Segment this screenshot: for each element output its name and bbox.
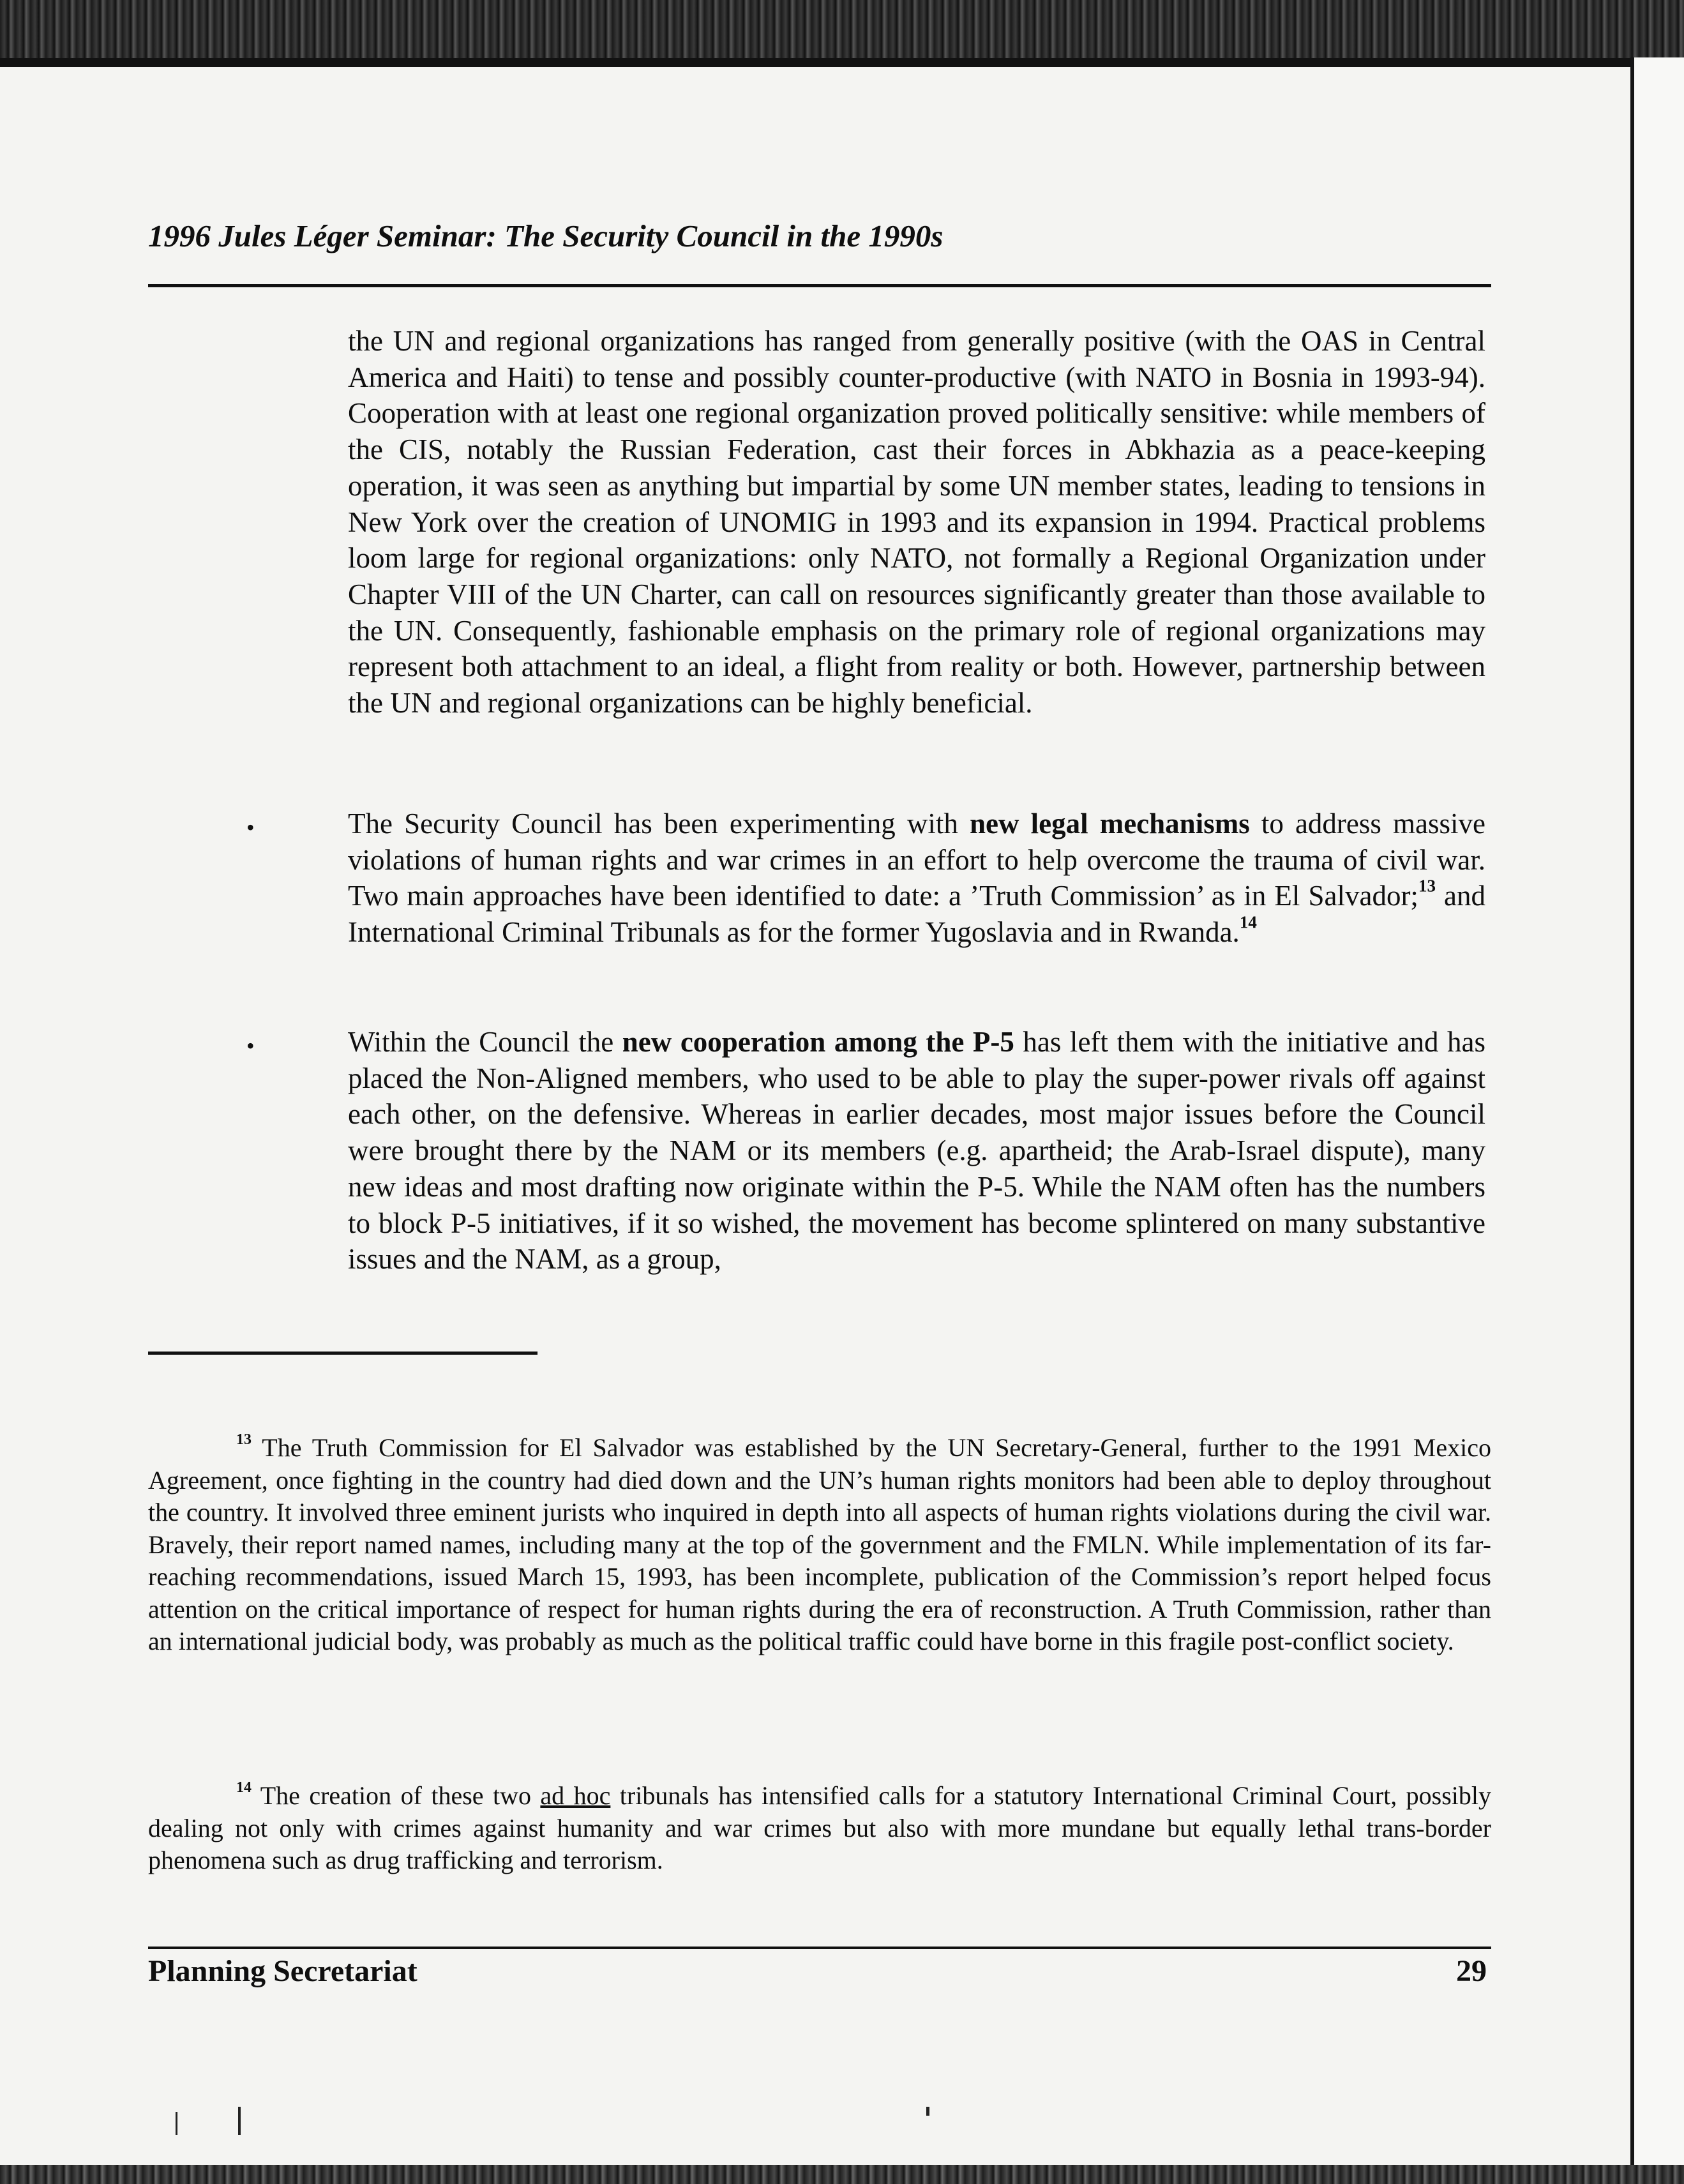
para2-text: The Security Council has been experimenting with [348, 808, 970, 840]
scan-speck [238, 2107, 241, 2135]
footer-organization: Planning Secretariat [148, 1954, 417, 1988]
scan-edge-right [1630, 57, 1684, 2177]
para2-emphasis: new legal mechanisms [970, 808, 1250, 840]
para3-emphasis: new cooperation among the P-5 [622, 1026, 1014, 1058]
footnote-14 [148, 1780, 1491, 1877]
footer-rule [148, 1947, 1491, 1949]
header-rule [148, 284, 1491, 287]
footnote-underlined-term: ad hoc [540, 1781, 611, 1810]
footnote-separator [148, 1352, 538, 1355]
scan-edge-bottom [0, 2165, 1684, 2184]
scan-speck [926, 2107, 929, 2116]
para2-text-end: and International Criminal Tribunals as for the former Yugoslavia and in Rwanda. [348, 880, 1485, 949]
footnote-text-cont: tribunals has intensified calls for a statutory International Criminal Court, possibly dealing not only with crimes against humanity and war crimes but also with more mundane but equally lethal trans-border phenomena such as drug trafficking and terrorism. [148, 1781, 1492, 1874]
scan-edge-top [0, 0, 1684, 67]
footnote-number: 14 [236, 1779, 252, 1796]
page-number: 29 [1456, 1954, 1487, 1988]
body-paragraph-2 [348, 806, 1485, 951]
running-header: 1996 Jules Léger Seminar: The Security Council in the 1990s [148, 218, 943, 253]
para3-text-cont: has left them with the initiative and has placed the Non-Aligned members, who used to be able to play the super-power rivals off against each other, on the defensive. Whereas in earlier decades, most major issues before the Council were brought there by the NAM or its members (e.g. apartheid; the Arab-Israel dispute), many new ideas and most drafting now originate within the P-5. While the NAM often has the numbers to block P-5 initiatives, if it so wished, the movement has become splintered on many substantive issues and the NAM, as a group, [348, 1026, 1486, 1276]
footnote-number: 13 [236, 1431, 252, 1448]
footnote-text: The creation of these two [252, 1781, 541, 1810]
bullet-marker: • [246, 1033, 255, 1058]
para3-text: Within the Council the [348, 1026, 622, 1058]
scan-speck [176, 2112, 177, 2135]
body-paragraph-3 [348, 1024, 1485, 1277]
para2-text-cont: to address massive violations of human rights and war crimes in an effort to help overcome the trauma of civil war. Two main approaches have been identified to date: a ’Truth Commission’ as in El Salvador; [348, 808, 1485, 912]
footnote-text: The Truth Commission for El Salvador was established by the UN Secretary-General, further to the 1991 Mexico Agreement, once fighting in the country had died down and the UN’s human rights monitors had been able to deploy throughout the country. It involved three eminent jurists who inquired in depth into all aspects of human rights violations during the civil war. Bravely, their report named names, including many at the top of the government and the FMLN. While implementation of its far-reaching recommendations, issued March 15, 1993, has been incomplete, publication of the Commission’s report helped focus attention on the critical importance of respect for human rights during the era of reconstruction. A Truth Commission, rather than an international judicial body, was probably as much as the political traffic could have borne in this fragile post-conflict society. [148, 1433, 1491, 1655]
footnote-ref-14[interactable]: 14 [1239, 912, 1257, 932]
footnote-13 [148, 1432, 1491, 1658]
bullet-marker: • [246, 815, 255, 840]
body-paragraph-1: the UN and regional organizations has ranged from generally positive (with the OAS in Central America and Haiti) to tense and possibly counter-productive (with NATO in Bosnia in 1993-94). Cooperation with at least one regional organization proved politically sensitive: while members of the CIS, notably the Russian Federation, cast their forces in Abkhazia as a peace-keeping operation, it was seen as anything but impartial by some UN member states, leading to tensions in New York over the creation of UNOMIG in 1993 and its expansion in 1994. Practical problems loom large for regional organizations: only NATO, not formally a Regional Organization under Chapter VIII of the UN Charter, can call on resources significantly greater than those available to the UN. Consequently, fashionable emphasis on the primary role of regional organizations may represent both attachment to an ideal, a flight from reality or both. However, partnership between the UN and regional organizations can be highly beneficial. [348, 325, 1485, 719]
footnote-ref-13[interactable]: 13 [1418, 876, 1436, 896]
